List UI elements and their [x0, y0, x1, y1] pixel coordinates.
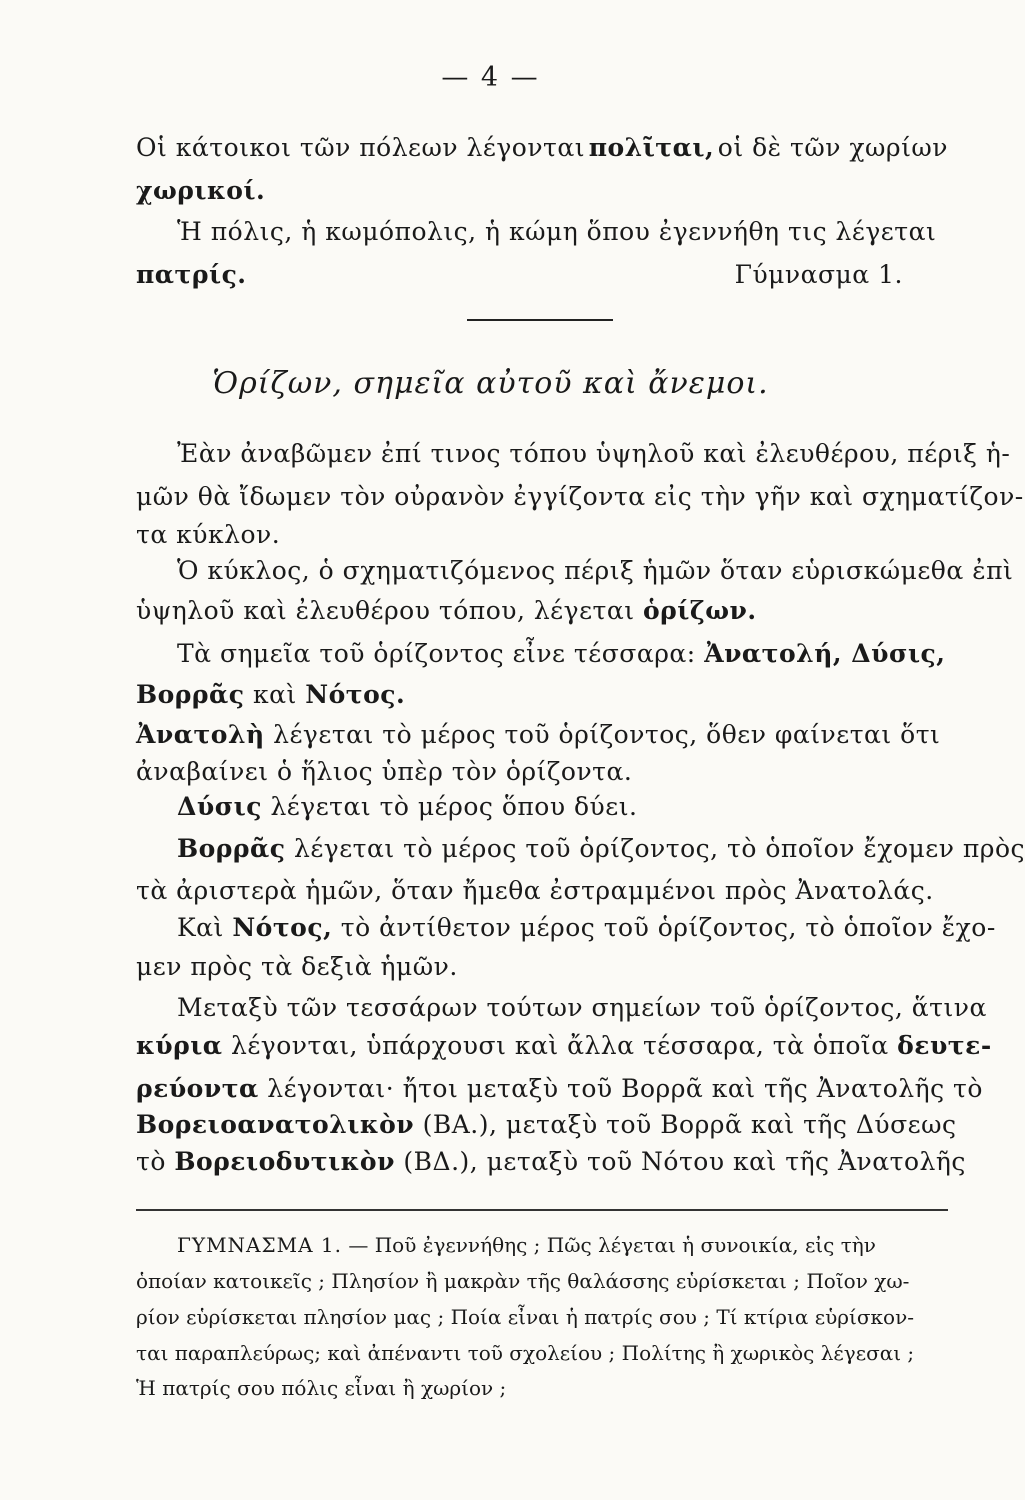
term-patris: πατρίς.: [136, 260, 247, 289]
term-orizon: ὁρίζων.: [643, 596, 757, 625]
text-line: Καὶ Νότος, τὸ ἀντίθετον μέρος τοῦ ὁρίζοντος, τὸ ὁποῖον ἔχο-: [177, 913, 996, 942]
text-line: τὰ ἀριστερὰ ἡμῶν, ὅταν ἤμεθα ἐστραμμένοι πρὸς Ἀνατολάς.: [136, 876, 934, 905]
text-line: [136, 258, 948, 292]
footnote-line: ρίον εὑρίσκεται πλησίον μας ; Ποία εἶναι ἡ πατρίς σου ; Τί κτίρια εὑρίσκον-: [136, 1305, 914, 1329]
exercise-reference: Γύμνασμα 1.: [734, 260, 903, 289]
text-line: ὑψηλοῦ καὶ ἐλευθέρου τόπου, λέγεται ὁρίζων.: [136, 596, 757, 625]
text-line: κύρια λέγονται, ὑπάρχουσι καὶ ἄλλα τέσσαρα, τὰ ὁποῖα δευτε-: [136, 1031, 992, 1060]
footnote-line: Ἡ πατρίς σου πόλις εἶναι ἢ χωρίον ;: [136, 1376, 507, 1400]
text-line: Τὰ σημεῖα τοῦ ὁρίζοντος εἶνε τέσσαρα: Ἀνατολή, Δύσις,: [177, 639, 946, 668]
text-line: Ἀνατολὴ λέγεται τὸ μέρος τοῦ ὁρίζοντος, ὅθεν φαίνεται ὅτι: [136, 720, 941, 749]
text-line: τα κύκλον.: [136, 520, 281, 549]
term-defterevonta: δευτε-: [897, 1031, 992, 1060]
footnote-title: ΓΥΜΝΑΣΜΑ 1.: [177, 1233, 343, 1257]
term-notos: Νότος,: [232, 913, 333, 942]
section-title: Ὁρίζων, σημεῖα αὐτοῦ καὶ ἄνεμοι.: [212, 366, 769, 401]
footnote-line: ται παραπλεύρως; καὶ ἀπέναντι τοῦ σχολείου ; Πολίτης ἢ χωρικὸς λέγεσαι ;: [136, 1341, 915, 1365]
term-voreiodytikon: Βορειοδυτικὸν: [174, 1147, 395, 1176]
text-line: Βορρᾶς καὶ Νότος.: [136, 680, 406, 709]
term-politai: πολῖται,: [588, 133, 715, 162]
term-voreioanatolikon: Βορειοανατολικὸν: [136, 1110, 415, 1139]
term-vorras: Βορρᾶς: [177, 834, 286, 863]
text-line: Βορρᾶς λέγεται τὸ μέρος τοῦ ὁρίζοντος, τὸ ὁποῖον ἔχομεν πρὸς: [177, 834, 1025, 863]
footnote-line: ὁποίαν κατοικεῖς ; Πλησίον ἢ μακρὰν τῆς θαλάσσης εὑρίσκεται ; Ποῖον χω-: [136, 1269, 910, 1293]
term-anatoli: Ἀνατολὴ: [136, 720, 265, 749]
footnote-line: ΓΥΜΝΑΣΜΑ 1. — Ποῦ ἐγεννήθης ; Πῶς λέγεται ἡ συνοικία, εἰς τὴν: [177, 1233, 876, 1257]
term-kyria: κύρια: [136, 1031, 223, 1060]
text-line: μεν πρὸς τὰ δεξιὰ ἡμῶν.: [136, 952, 458, 981]
text-line: Οἱ κάτοικοι τῶν πόλεων λέγονται πολῖται, οἱ δὲ τῶν χωρίων: [136, 131, 948, 165]
text-line: Βορειοανατολικὸν (ΒΑ.), μεταξὺ τοῦ Βορρᾶ καὶ τῆς Δύσεως: [136, 1110, 957, 1139]
text-line: μῶν θὰ ἴδωμεν τὸν οὐρανὸν ἐγγίζοντα εἰς τὴν γῆν καὶ σχηματίζον-: [136, 482, 1024, 511]
text-line: ρεύοντα λέγονται· ἤτοι μεταξὺ τοῦ Βορρᾶ καὶ τῆς Ἀνατολῆς τὸ: [136, 1074, 983, 1103]
term-dysis: Δύσις: [177, 792, 262, 821]
text-line: τὸ Βορειοδυτικὸν (ΒΔ.), μεταξὺ τοῦ Νότου καὶ τῆς Ἀνατολῆς: [136, 1147, 966, 1176]
page-number: — 4 —: [441, 62, 540, 93]
text-line: [136, 174, 948, 208]
section-divider: [467, 319, 613, 321]
footnote-divider: [136, 1209, 948, 1211]
text-line: Μεταξὺ τῶν τεσσάρων τούτων σημείων τοῦ ὁρίζοντος, ἅτινα: [177, 993, 987, 1022]
text-line: Δύσις λέγεται τὸ μέρος ὅπου δύει.: [177, 792, 638, 821]
text-line: Ὁ κύκλος, ὁ σχηματιζόμενος πέριξ ἡμῶν ὅταν εὑρισκώμεθα ἐπὶ: [177, 556, 1014, 585]
term-chorikoi: χωρικοί.: [136, 176, 266, 205]
text-line: Ἐὰν ἀναβῶμεν ἐπί τινος τόπου ὑψηλοῦ καὶ ἐλευθέρου, πέριξ ἡ-: [177, 439, 1011, 468]
text-line: ἀναβαίνει ὁ ἥλιος ὑπὲρ τὸν ὁρίζοντα.: [136, 757, 633, 786]
text-line: Ἡ πόλις, ἡ κωμόπολις, ἡ κώμη ὅπου ἐγεννήθη τις λέγεται: [177, 217, 937, 246]
terms-cardinal-points: Ἀνατολή, Δύσις,: [704, 639, 946, 668]
